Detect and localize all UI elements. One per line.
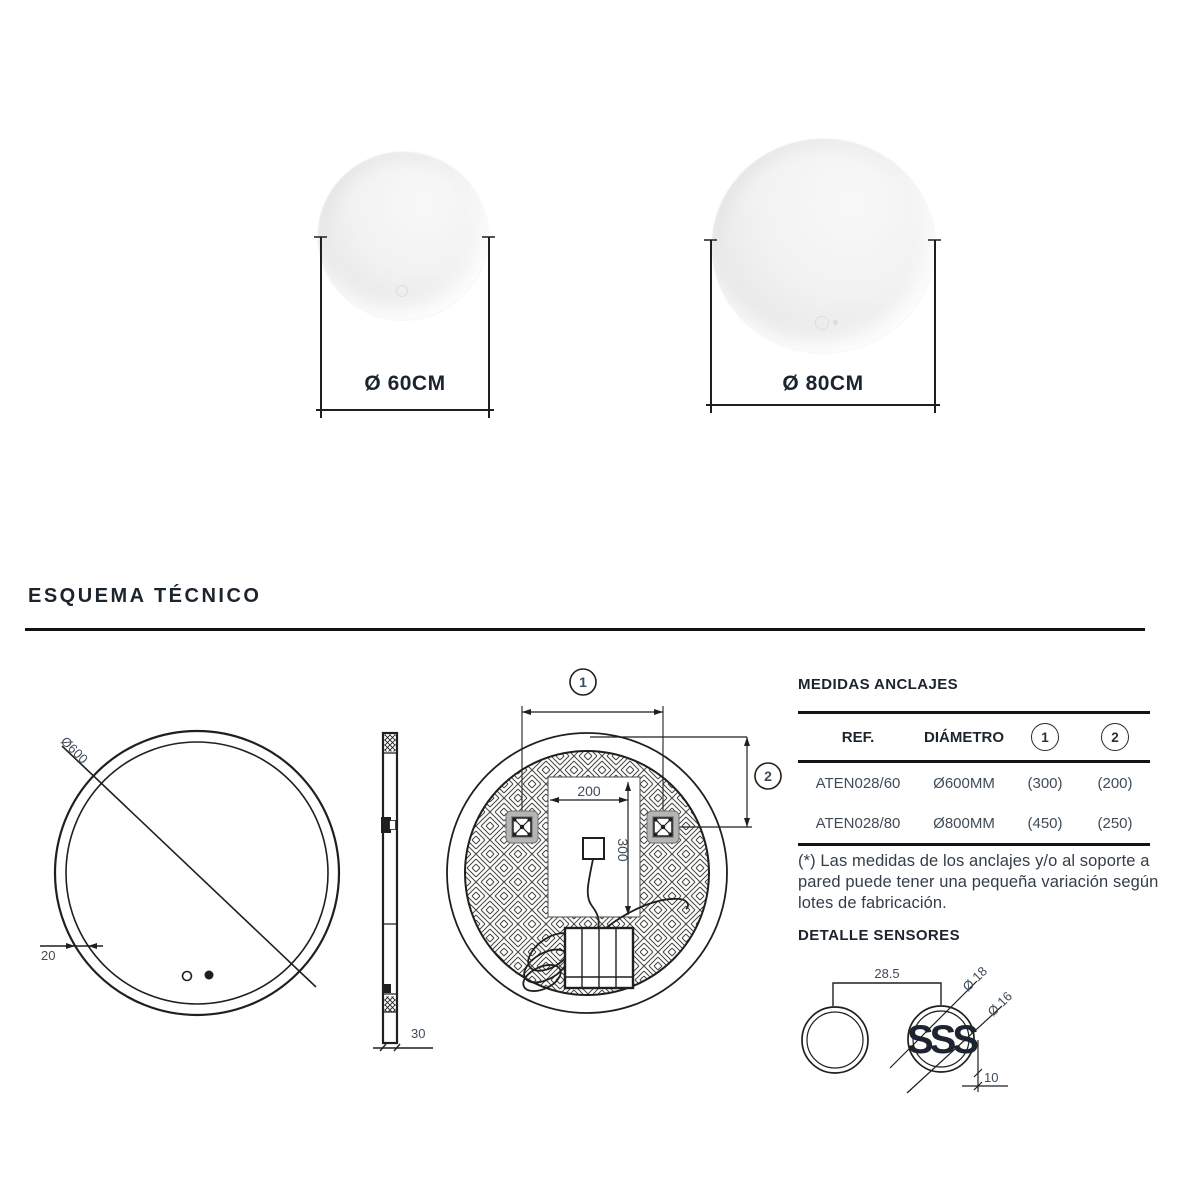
rear-width-label: 200	[577, 783, 601, 799]
spacing-dim-bracket	[833, 983, 941, 1006]
anchor-left	[506, 811, 538, 843]
ref-value: ATEN028/80	[815, 814, 901, 832]
col-header-1	[1010, 723, 1080, 751]
col-header-diameter: DIÁMETRO	[924, 728, 1004, 746]
anchors-table-grid	[798, 711, 1150, 846]
rear-view-drawing	[447, 669, 781, 1013]
mirror-60cm-label: Ø 60CM	[364, 372, 446, 395]
table-row	[798, 763, 1150, 803]
frame-width-label: 20	[41, 948, 56, 963]
side-bracket-tab-lower	[382, 984, 391, 993]
sensor-outer-dia-label: Ø 18	[959, 963, 991, 995]
diameter-leader-line	[62, 746, 316, 987]
dim1-value: (300)	[1027, 774, 1063, 792]
circled-1-icon: 1	[1031, 723, 1059, 751]
callout-2-number: 2	[764, 768, 772, 784]
callout-1-number: 1	[579, 674, 587, 690]
arrowhead	[744, 818, 750, 827]
anchors-table-title: MEDIDAS ANCLAJES	[798, 676, 959, 693]
side-view-drawing	[373, 733, 433, 1051]
front-view-drawing	[40, 731, 339, 1015]
anchor-right	[647, 811, 679, 843]
junction-box	[583, 838, 604, 859]
dim2-value: (200)	[1097, 774, 1133, 792]
arrowhead	[744, 737, 750, 746]
mirror-80cm-label: Ø 80CM	[782, 372, 864, 395]
sensor-inner-dia-label: Ø 16	[984, 988, 1016, 1020]
front-sensor-dot-open	[183, 972, 192, 981]
side-hatch-top	[385, 735, 396, 752]
circled-2-icon: 2	[1101, 723, 1129, 751]
col-header-ref: REF.	[841, 728, 875, 746]
section-title: ESQUEMA TÉCNICO	[28, 585, 262, 607]
side-depth-label: 30	[411, 1026, 426, 1041]
table-header-row	[798, 714, 1150, 763]
col-header-2	[1080, 723, 1150, 751]
sensor-spacing-label: 28.5	[874, 966, 900, 981]
anchors-table	[798, 676, 1150, 846]
sensor-circle-plain	[802, 1007, 868, 1073]
dim1-value: (450)	[1027, 814, 1063, 832]
ref-value: ATEN028/60	[815, 774, 901, 792]
anchors-note: (*) Las medidas de los anclajes y/o al soporte a pared puede tener una pequeña variación según lotes de fabricación.	[798, 852, 1159, 912]
dim2-value: (250)	[1097, 814, 1133, 832]
sensor-detail-drawing	[802, 964, 1015, 1093]
rear-height-label: 300	[615, 838, 631, 862]
table-row	[798, 803, 1150, 843]
arrowhead	[522, 709, 531, 715]
front-sensor-dot-filled	[205, 971, 214, 980]
front-diameter-label: Ø600	[57, 733, 91, 767]
diameter-value: Ø600MM	[933, 774, 995, 792]
diameter-value: Ø800MM	[933, 814, 995, 832]
side-hatch-bottom	[385, 997, 396, 1012]
sensor-height-label: 10	[984, 1070, 999, 1085]
sensors-section-title: DETALLE SENSORES	[798, 927, 960, 944]
arrowhead	[654, 709, 663, 715]
section-divider	[25, 628, 1145, 631]
steam-symbol: SSS	[906, 1018, 976, 1062]
